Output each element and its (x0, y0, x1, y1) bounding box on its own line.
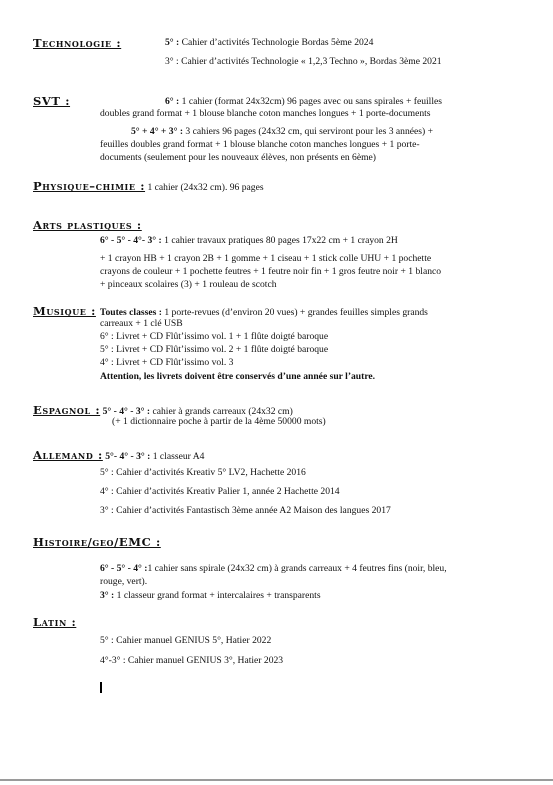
arts-line1 (100, 235, 398, 248)
svt-543-text: 3 cahiers 96 pages (24x32 cm, qui serviront pour les 3 années) + (183, 126, 434, 137)
histoire-line2: rouge, vert). (100, 576, 148, 587)
technologie-heading: Technologie : (33, 36, 122, 50)
espagnol-heading: Espagnol : (33, 403, 101, 417)
page-bottom-border (0, 779, 553, 781)
histoire-heading: Histoire/geo/EMC : (33, 535, 161, 549)
histoire-grade-3: 3° : (100, 590, 115, 601)
allemand-text (103, 451, 205, 462)
musique-classes-label: Toutes classes : (99, 307, 162, 318)
technologie-line-5 (165, 37, 373, 50)
svt-543-line2: feuilles doubles grand format + 1 blouse blanche coton manches longues + 1 porte- (100, 139, 420, 150)
histoire-line1-text: 1 cahier sans spirale (24x32 cm) à grands carreaux + 4 feutres fins (noir, bleu, (147, 563, 447, 574)
latin-line-43: 4°-3° : Cahier manuel GENIUS 3°, Hatier 2023 (100, 655, 284, 666)
allemand-line-5: 5° : Cahier d’activités Kreativ 5° LV2, Hachette 2016 (100, 467, 306, 478)
technologie-text-5: Cahier d’activités Technologie Bordas 5ème 2024 (179, 37, 374, 48)
physique-row (33, 177, 264, 195)
arts-heading: Arts plastiques : (33, 218, 142, 232)
svt-6-line2: doubles grand format + 1 blouse blanche coton manches longues + 1 porte-documents (100, 108, 431, 119)
musique-line-6: 6° : Livret + CD Flût’issimo vol. 1 + 1 flûte doigté baroque (100, 331, 329, 342)
arts-line3: crayons de couleur + 1 pochette feutres + 1 feutre noir fin + 1 gros feutre noir + 1 blanco (100, 266, 442, 277)
svt-543-line3: documents (seulement pour les nouveaux élèves, non présents en 6ème) (100, 152, 377, 163)
svt-6-text: 1 cahier (format 24x32cm) 96 pages avec ou sans spirales + feuilles (179, 96, 442, 107)
musique-classes (100, 307, 428, 318)
physique-text: 1 cahier (24x32 cm). 96 pages (145, 182, 264, 193)
svt-heading: SVT : (33, 94, 71, 108)
musique-heading: Musique : (33, 304, 96, 318)
technologie-line-3: 3° : Cahier d’activités Technologie « 1,2,3 Techno », Bordas 3ème 2021 (165, 56, 442, 67)
allemand-text-main: 1 classeur A4 (150, 451, 205, 462)
histoire-line3-text: 1 classeur grand format + intercalaires + transparents (114, 590, 321, 601)
musique-line-5: 5° : Livret + CD Flût’issimo vol. 2 + 1 flûte doigté baroque (100, 344, 329, 355)
physique-heading: Physique–chimie : (33, 179, 146, 193)
musique-line-4: 4° : Livret + CD Flût’issimo vol. 3 (100, 357, 234, 368)
allemand-grades: 5°- 4° - 3° : (102, 451, 151, 462)
allemand-line-3: 3° : Cahier d’activités Fantastisch 3ème année A2 Maison des langues 2017 (100, 505, 391, 516)
histoire-line1 (100, 563, 447, 576)
histoire-line3 (100, 590, 321, 603)
allemand-line-4: 4° : Cahier d’activités Kreativ Palier 1, année 2 Hachette 2014 (100, 486, 340, 497)
espagnol-line2: (+ 1 dictionnaire poche à partir de la 4ème 50000 mots) (112, 416, 326, 427)
technologie-grade-5: 5° : (165, 37, 180, 48)
svt-543-line1 (131, 126, 433, 139)
allemand-row (33, 446, 204, 464)
latin-line-5: 5° : Cahier manuel GENIUS 5°, Hatier 2022 (100, 635, 272, 646)
svt-6-line1 (165, 96, 442, 109)
musique-row (33, 302, 428, 320)
svt-grade-6: 6° : (165, 96, 180, 107)
histoire-grades: 6° - 5° - 4° : (100, 563, 148, 574)
text-cursor (100, 682, 102, 693)
arts-line2: + 1 crayon HB + 1 crayon 2B + 1 gomme + 1 ciseau + 1 stick colle UHU + 1 pochette (100, 253, 432, 264)
arts-grades: 6° - 5° - 4°- 3° : (100, 235, 162, 246)
arts-line1-text: 1 cahier travaux pratiques 80 pages 17x22 cm + 1 crayon 2H (161, 235, 398, 246)
espagnol-grades: 5° - 4° - 3° : (100, 406, 151, 417)
svt-grade-543: 5° + 4° + 3° : (131, 126, 184, 137)
espagnol-text-main: cahier à grands carreaux (24x32 cm) (150, 406, 293, 417)
musique-classes-line2: carreaux + 1 clé USB (100, 318, 183, 329)
musique-classes-text: 1 porte-revues (d’environ 20 vues) + grandes feuilles simples grands (161, 307, 428, 318)
allemand-heading: Allemand : (33, 448, 103, 462)
arts-line4: + pinceaux scolaires (3) + 1 rouleau de scotch (100, 279, 277, 290)
musique-note: Attention, les livrets doivent être conservés d’une année sur l’autre. (100, 371, 376, 382)
latin-heading: Latin : (33, 615, 77, 629)
